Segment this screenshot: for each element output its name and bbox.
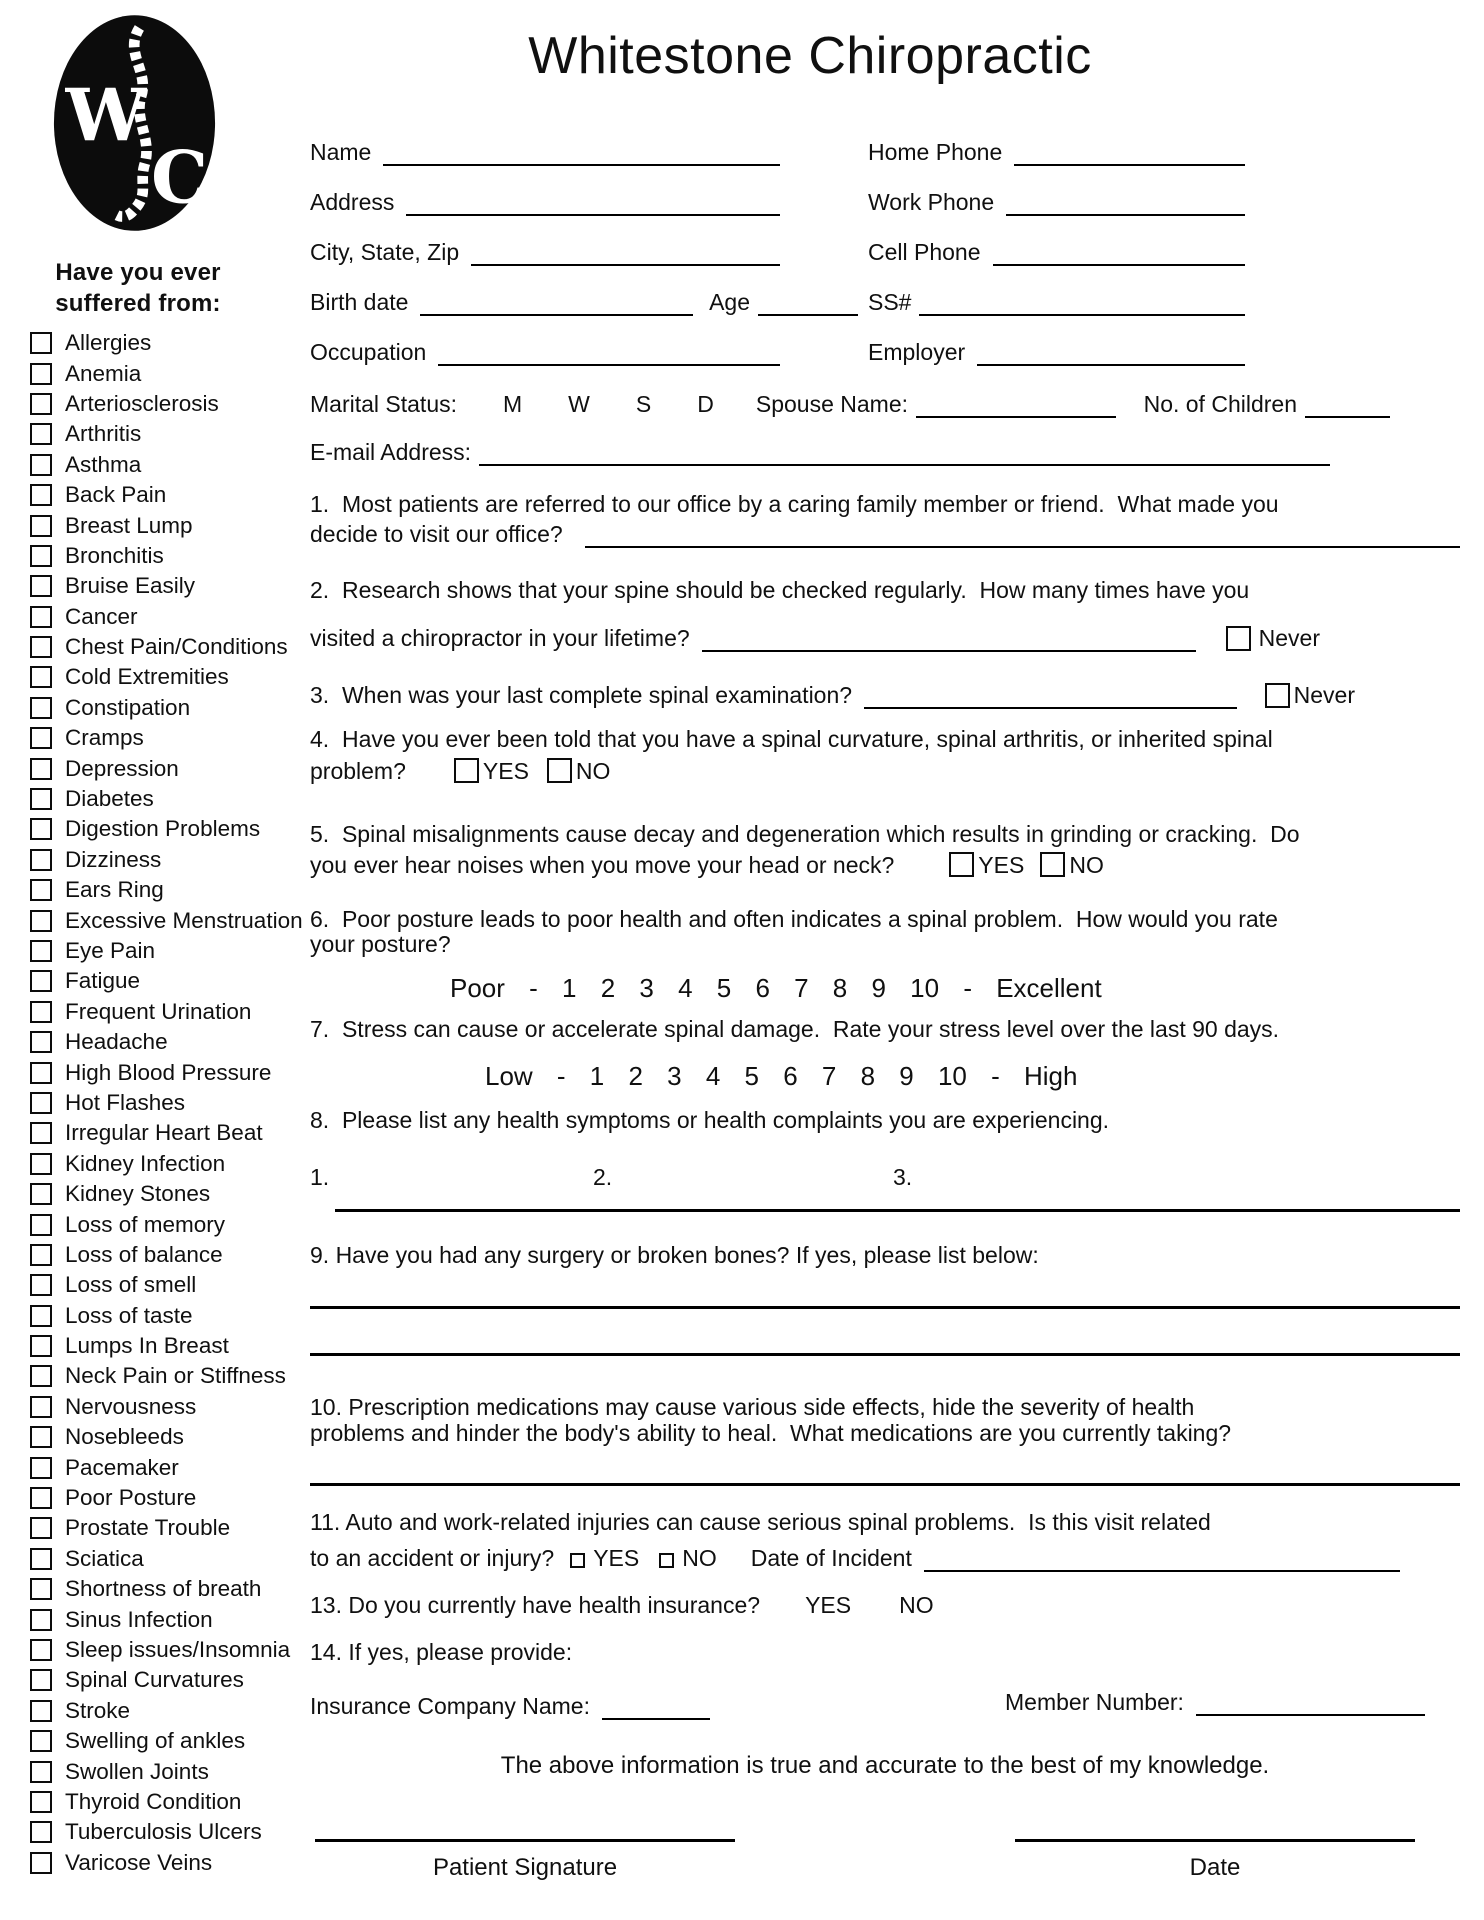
address-input-line[interactable] bbox=[406, 211, 780, 216]
question-2-never-label: Never bbox=[1258, 625, 1320, 651]
condition-label: Swollen Joints bbox=[65, 1758, 209, 1784]
condition-label: Allergies bbox=[65, 330, 152, 356]
question-5-yes-label: YES bbox=[978, 851, 1025, 878]
condition-checkbox[interactable] bbox=[30, 1609, 52, 1631]
occupation-input-line[interactable] bbox=[438, 361, 780, 366]
question-6-line1 bbox=[310, 906, 1278, 933]
date-line[interactable] bbox=[1015, 1839, 1415, 1842]
question-2-text2: visited a chiropractor in your lifetime? bbox=[310, 625, 690, 651]
condition-label: Cramps bbox=[65, 725, 144, 751]
row-name-homephone bbox=[310, 136, 1245, 166]
condition-row bbox=[30, 1452, 303, 1482]
condition-label: Stroke bbox=[65, 1697, 131, 1723]
question-10-answer-line[interactable] bbox=[310, 1483, 1460, 1486]
condition-checkbox[interactable] bbox=[30, 1761, 52, 1783]
condition-row bbox=[30, 1149, 303, 1179]
question-2-never-checkbox[interactable] bbox=[1226, 626, 1251, 651]
condition-checkbox[interactable] bbox=[30, 1335, 52, 1357]
condition-row bbox=[30, 419, 303, 449]
condition-label: Kidney Stones bbox=[65, 1181, 211, 1207]
children-label: No. of Children bbox=[1143, 391, 1297, 417]
question-9-text: 9. Have you had any surgery or broken bones? If yes, please list below: bbox=[310, 1242, 1039, 1268]
question-2-text: 2. Research shows that your spine should be checked regularly. How many times have you bbox=[310, 577, 1250, 603]
condition-checkbox[interactable] bbox=[30, 636, 52, 658]
question-3-never-label: Never bbox=[1293, 682, 1355, 708]
condition-checkbox[interactable] bbox=[30, 515, 52, 537]
age-input-line[interactable] bbox=[758, 311, 858, 316]
condition-label: Fatigue bbox=[65, 968, 141, 994]
condition-checkbox[interactable] bbox=[30, 1639, 52, 1661]
condition-checkbox[interactable] bbox=[30, 849, 52, 871]
question-6-line2 bbox=[310, 931, 451, 958]
condition-checkbox[interactable] bbox=[30, 1183, 52, 1205]
question-10-line1 bbox=[310, 1394, 1194, 1421]
symptom-item-3-label: 3. bbox=[893, 1164, 913, 1190]
stress-rating-scale[interactable]: Low - 1 2 3 4 5 6 7 8 9 10 - High bbox=[485, 1061, 1078, 1091]
city-state-zip-label: City, State, Zip bbox=[310, 239, 460, 265]
condition-checkbox[interactable] bbox=[30, 1730, 52, 1752]
question-4-no-label: NO bbox=[575, 757, 611, 784]
condition-row bbox=[30, 541, 303, 571]
accuracy-statement: The above information is true and accurate to the best of my knowledge. bbox=[500, 1752, 1270, 1779]
condition-checkbox[interactable] bbox=[30, 1517, 52, 1539]
condition-row bbox=[30, 1513, 303, 1543]
condition-row bbox=[30, 662, 303, 692]
birth-date-input-line[interactable] bbox=[420, 311, 693, 316]
question-1-answer-line[interactable] bbox=[585, 543, 1460, 548]
question-1-line1 bbox=[310, 491, 1279, 518]
question-9-answer-line-2[interactable] bbox=[310, 1353, 1460, 1356]
condition-checkbox[interactable] bbox=[30, 1396, 52, 1418]
condition-checkbox[interactable] bbox=[30, 484, 52, 506]
marital-status-option[interactable]: D bbox=[697, 391, 714, 417]
condition-checkbox[interactable] bbox=[30, 1274, 52, 1296]
condition-label: Irregular Heart Beat bbox=[65, 1120, 263, 1146]
condition-row bbox=[30, 1574, 303, 1604]
employer-label: Employer bbox=[868, 339, 966, 365]
condition-label: Depression bbox=[65, 755, 179, 781]
question-11-text2: to an accident or injury? bbox=[310, 1545, 555, 1571]
work-phone-input-line[interactable] bbox=[1006, 211, 1245, 216]
question-5-no-label: NO bbox=[1069, 851, 1104, 878]
question-1-text2: decide to visit our office? bbox=[310, 521, 563, 547]
symptom-item-1-label: 1. bbox=[310, 1164, 330, 1190]
condition-row bbox=[30, 845, 303, 875]
home-phone-label: Home Phone bbox=[868, 139, 1003, 165]
condition-label: Dizziness bbox=[65, 846, 162, 872]
condition-checkbox[interactable] bbox=[30, 1092, 52, 1114]
question-13-no-label[interactable]: NO bbox=[899, 1592, 934, 1618]
date-label: Date bbox=[1189, 1854, 1241, 1881]
condition-checkbox[interactable] bbox=[30, 1153, 52, 1175]
condition-checkbox[interactable] bbox=[30, 940, 52, 962]
question-8-line1 bbox=[310, 1107, 1109, 1134]
question-5-line1 bbox=[310, 821, 1300, 848]
question-4-yes-checkbox[interactable] bbox=[454, 758, 479, 783]
member-number-input-line[interactable] bbox=[1196, 1711, 1425, 1716]
condition-label: Excessive Menstruation bbox=[65, 907, 303, 933]
condition-row bbox=[30, 1209, 303, 1239]
condition-row bbox=[30, 905, 303, 935]
condition-checkbox[interactable] bbox=[30, 1487, 52, 1509]
row-city-cellphone bbox=[310, 236, 1245, 266]
city-state-zip-input-line[interactable] bbox=[471, 261, 780, 266]
condition-label: Constipation bbox=[65, 694, 191, 720]
condition-row bbox=[30, 571, 303, 601]
condition-row bbox=[30, 1422, 303, 1452]
condition-row bbox=[30, 1635, 303, 1665]
condition-checkbox[interactable] bbox=[30, 1214, 52, 1236]
spouse-name-input-line[interactable] bbox=[916, 413, 1116, 418]
condition-row bbox=[30, 1270, 303, 1300]
condition-label: Bronchitis bbox=[65, 542, 164, 568]
condition-row bbox=[30, 1392, 303, 1422]
condition-checkbox[interactable] bbox=[30, 727, 52, 749]
cell-phone-input-line[interactable] bbox=[993, 261, 1245, 266]
question-10-text2: problems and hinder the body's ability to heal. What medications are you currently taking? bbox=[310, 1420, 1232, 1446]
condition-row bbox=[30, 632, 303, 662]
condition-checkbox[interactable] bbox=[30, 1791, 52, 1813]
patient-signature-label: Patient Signature bbox=[432, 1854, 618, 1881]
condition-label: Breast Lump bbox=[65, 512, 193, 538]
condition-row bbox=[30, 1787, 303, 1817]
row-address-workphone bbox=[310, 186, 1245, 216]
condition-checkbox[interactable] bbox=[30, 970, 52, 992]
condition-row bbox=[30, 966, 303, 996]
condition-checkbox[interactable] bbox=[30, 1548, 52, 1570]
symptom-list-heading-line1: Have you ever bbox=[55, 259, 221, 286]
question-11-text: 11. Auto and work-related injuries can cause serious spinal problems. Is this visit related bbox=[310, 1509, 1211, 1535]
question-1-text: 1. Most patients are referred to our office by a caring family member or friend. What made you bbox=[310, 491, 1279, 517]
name-input-line[interactable] bbox=[383, 161, 780, 166]
condition-row bbox=[30, 1665, 303, 1695]
posture-rating-scale[interactable]: Poor - 1 2 3 4 5 6 7 8 9 10 - Excellent bbox=[450, 973, 1102, 1003]
question-9-answer-line-1[interactable] bbox=[310, 1306, 1460, 1309]
row-birthdate-ssn bbox=[310, 286, 1245, 316]
condition-row bbox=[30, 1726, 303, 1756]
condition-label: Swelling of ankles bbox=[65, 1728, 246, 1754]
question-3-never-checkbox[interactable] bbox=[1265, 683, 1290, 708]
clinic-logo bbox=[52, 10, 217, 238]
logo-letter-c: C bbox=[151, 135, 209, 220]
question-14 bbox=[310, 1639, 572, 1666]
insurance-company-input-line[interactable] bbox=[602, 1715, 710, 1720]
condition-checkbox[interactable] bbox=[30, 1426, 52, 1448]
condition-label: Spinal Curvatures bbox=[65, 1667, 244, 1693]
condition-row bbox=[30, 510, 303, 540]
question-4-text: 4. Have you ever been told that you have a spinal curvature, spinal arthritis, or inherited spinal bbox=[310, 726, 1273, 752]
question-11-yes-checkbox[interactable] bbox=[570, 1553, 585, 1568]
symptom-item-2-label: 2. bbox=[593, 1164, 613, 1190]
ssn-label: SS# bbox=[868, 289, 912, 315]
patient-signature-line[interactable] bbox=[315, 1839, 735, 1842]
question-5-no-checkbox[interactable] bbox=[1040, 852, 1065, 877]
cell-phone-label: Cell Phone bbox=[868, 239, 981, 265]
condition-row bbox=[30, 875, 303, 905]
condition-checkbox[interactable] bbox=[30, 1669, 52, 1691]
occupation-label: Occupation bbox=[310, 339, 427, 365]
condition-label: Arteriosclerosis bbox=[65, 390, 219, 416]
question-3-text: 3. When was your last complete spinal examination? bbox=[310, 682, 853, 708]
condition-checkbox[interactable] bbox=[30, 1365, 52, 1387]
question-7-text: 7. Stress can cause or accelerate spinal damage. Rate your stress level over the last 90 days. bbox=[310, 1016, 1280, 1042]
question-2-line1 bbox=[310, 577, 1249, 604]
condition-row bbox=[30, 723, 303, 753]
condition-label: Nosebleeds bbox=[65, 1424, 184, 1450]
age-label: Age bbox=[709, 289, 750, 315]
condition-label: Thyroid Condition bbox=[65, 1788, 242, 1814]
condition-label: Frequent Urination bbox=[65, 998, 252, 1024]
member-number-label: Member Number: bbox=[1005, 1689, 1184, 1715]
condition-row bbox=[30, 1848, 303, 1878]
condition-label: Loss of balance bbox=[65, 1241, 223, 1267]
condition-row bbox=[30, 1057, 303, 1087]
condition-row bbox=[30, 1696, 303, 1726]
condition-checkbox[interactable] bbox=[30, 1122, 52, 1144]
condition-row bbox=[30, 1544, 303, 1574]
question-13-yes-label[interactable]: YES bbox=[805, 1592, 852, 1618]
question-10-text: 10. Prescription medications may cause various side effects, hide the severity of health bbox=[310, 1394, 1195, 1420]
condition-checkbox[interactable] bbox=[30, 545, 52, 567]
spouse-name-label: Spouse Name: bbox=[755, 391, 908, 417]
question-14-text: 14. If yes, please provide: bbox=[310, 1639, 573, 1665]
marital-status-option[interactable]: S bbox=[635, 391, 652, 417]
condition-label: Pacemaker bbox=[65, 1454, 179, 1480]
condition-row bbox=[30, 753, 303, 783]
question-2-answer-line[interactable] bbox=[702, 647, 1196, 652]
form-main bbox=[310, 0, 1460, 1920]
row-marital-status bbox=[310, 388, 1390, 418]
condition-label: Sciatica bbox=[65, 1545, 144, 1571]
condition-label: Nervousness bbox=[65, 1393, 197, 1419]
symptom-list-heading-line2: suffered from: bbox=[55, 289, 221, 317]
name-label: Name bbox=[310, 139, 372, 165]
question-5-yes-checkbox[interactable] bbox=[949, 852, 974, 877]
clinic-logo-graphic bbox=[52, 10, 217, 238]
condition-label: Sleep issues/Insomnia bbox=[65, 1636, 291, 1662]
condition-label: Prostate Trouble bbox=[65, 1515, 231, 1541]
question-8-answer-line[interactable] bbox=[335, 1209, 1460, 1212]
email-label: E-mail Address: bbox=[310, 439, 472, 465]
condition-label: Anemia bbox=[65, 360, 142, 386]
condition-checkbox[interactable] bbox=[30, 1062, 52, 1084]
condition-label: Neck Pain or Stiffness bbox=[65, 1363, 286, 1389]
condition-label: Cold Extremities bbox=[65, 664, 229, 690]
question-3 bbox=[310, 677, 1355, 709]
page-title: Whitestone Chiropractic bbox=[528, 27, 1092, 85]
condition-row bbox=[30, 358, 303, 388]
condition-row bbox=[30, 814, 303, 844]
birth-date-label: Birth date bbox=[310, 289, 409, 315]
condition-checkbox[interactable] bbox=[30, 575, 52, 597]
condition-checkbox[interactable] bbox=[30, 606, 52, 628]
marital-status-label: Marital Status: bbox=[310, 391, 457, 417]
question-1-line2 bbox=[310, 516, 1460, 548]
condition-label: Arthritis bbox=[65, 421, 142, 447]
row-occupation-employer bbox=[310, 336, 1245, 366]
question-2-line2 bbox=[310, 620, 1320, 652]
condition-checkbox[interactable] bbox=[30, 363, 52, 385]
condition-checkbox[interactable] bbox=[30, 879, 52, 901]
condition-label: Cancer bbox=[65, 603, 138, 629]
question-13-text: 13. Do you currently have health insurance? bbox=[310, 1592, 761, 1618]
condition-row bbox=[30, 997, 303, 1027]
condition-label: Loss of smell bbox=[65, 1272, 197, 1298]
condition-label: Hot Flashes bbox=[65, 1089, 186, 1115]
insurance-row bbox=[310, 1686, 1460, 1720]
condition-label: Eye Pain bbox=[65, 938, 156, 963]
logo-letter-w: W bbox=[65, 73, 147, 158]
question-4-line2 bbox=[310, 756, 610, 786]
condition-label: Sinus Infection bbox=[65, 1606, 213, 1632]
condition-row bbox=[30, 602, 303, 632]
question-11-no-label: NO bbox=[682, 1545, 717, 1571]
condition-row bbox=[30, 1361, 303, 1391]
condition-row bbox=[30, 1118, 303, 1148]
question-11-no-checkbox[interactable] bbox=[659, 1553, 674, 1568]
condition-label: Poor Posture bbox=[65, 1485, 197, 1511]
condition-checklist bbox=[30, 328, 303, 1878]
condition-row bbox=[30, 450, 303, 480]
condition-checkbox[interactable] bbox=[30, 1700, 52, 1722]
marital-status-option[interactable]: M bbox=[503, 391, 523, 417]
children-input-line[interactable] bbox=[1305, 413, 1390, 418]
question-4-text2: problem? bbox=[310, 757, 406, 784]
home-phone-input-line[interactable] bbox=[1014, 161, 1245, 166]
condition-label: Headache bbox=[65, 1029, 168, 1055]
incident-date-label: Date of Incident bbox=[750, 1545, 912, 1571]
condition-row bbox=[30, 328, 303, 358]
condition-row bbox=[30, 1756, 303, 1786]
condition-label: Shortness of breath bbox=[65, 1576, 262, 1602]
insurance-company-label: Insurance Company Name: bbox=[310, 1693, 590, 1719]
condition-label: Ears Ring bbox=[65, 877, 164, 903]
condition-row bbox=[30, 389, 303, 419]
condition-checkbox[interactable] bbox=[30, 393, 52, 415]
symptom-list-heading bbox=[28, 258, 248, 319]
condition-label: Back Pain bbox=[65, 482, 167, 508]
condition-row bbox=[30, 1817, 303, 1847]
question-4-no-checkbox[interactable] bbox=[547, 758, 572, 783]
condition-row bbox=[30, 936, 303, 966]
condition-row bbox=[30, 1331, 303, 1361]
question-4-line1 bbox=[310, 726, 1273, 753]
condition-checkbox[interactable] bbox=[30, 1001, 52, 1023]
condition-label: High Blood Pressure bbox=[65, 1059, 272, 1085]
condition-row bbox=[30, 1027, 303, 1057]
marital-status-option[interactable]: W bbox=[568, 391, 590, 417]
ssn-input-line[interactable] bbox=[919, 311, 1245, 316]
condition-row bbox=[30, 480, 303, 510]
condition-label: Loss of taste bbox=[65, 1302, 193, 1328]
question-4-yes-label: YES bbox=[482, 757, 529, 784]
condition-label: Kidney Infection bbox=[65, 1150, 226, 1176]
address-label: Address bbox=[310, 189, 395, 215]
question-6-text2: your posture? bbox=[310, 931, 451, 957]
question-8-text: 8. Please list any health symptoms or health complaints you are experiencing. bbox=[310, 1107, 1110, 1133]
question-6-text: 6. Poor posture leads to poor health and often indicates a spinal problem. How would you rate bbox=[310, 906, 1278, 932]
question-13 bbox=[310, 1592, 934, 1619]
condition-label: Chest Pain/Conditions bbox=[65, 634, 288, 660]
condition-label: Digestion Problems bbox=[65, 816, 261, 842]
condition-label: Diabetes bbox=[65, 786, 154, 812]
question-5-text: 5. Spinal misalignments cause decay and degeneration which results in grinding or cracking. Do bbox=[310, 821, 1300, 847]
work-phone-label: Work Phone bbox=[868, 189, 995, 215]
condition-row bbox=[30, 1483, 303, 1513]
question-11-line1 bbox=[310, 1509, 1211, 1536]
condition-checkbox[interactable] bbox=[30, 423, 52, 445]
question-11-yes-label: YES bbox=[593, 1545, 640, 1571]
condition-checkbox[interactable] bbox=[30, 788, 52, 810]
condition-row bbox=[30, 1301, 303, 1331]
condition-checkbox[interactable] bbox=[30, 666, 52, 688]
email-input-line[interactable] bbox=[479, 461, 1330, 466]
row-email bbox=[310, 436, 1330, 466]
condition-checkbox[interactable] bbox=[30, 818, 52, 840]
employer-input-line[interactable] bbox=[977, 361, 1245, 366]
condition-checkbox[interactable] bbox=[30, 1031, 52, 1053]
condition-label: Asthma bbox=[65, 451, 142, 477]
condition-row bbox=[30, 1240, 303, 1270]
condition-checkbox[interactable] bbox=[30, 1244, 52, 1266]
condition-checkbox[interactable] bbox=[30, 1852, 52, 1874]
condition-row bbox=[30, 1604, 303, 1634]
question-9 bbox=[310, 1242, 1039, 1269]
condition-row bbox=[30, 1179, 303, 1209]
condition-row bbox=[30, 784, 303, 814]
question-7-line1 bbox=[310, 1016, 1279, 1043]
incident-date-input-line[interactable] bbox=[924, 1567, 1400, 1572]
condition-checkbox[interactable] bbox=[30, 1305, 52, 1327]
question-11-line2 bbox=[310, 1542, 1400, 1572]
condition-checkbox[interactable] bbox=[30, 454, 52, 476]
condition-checkbox[interactable] bbox=[30, 758, 52, 780]
condition-label: Varicose Veins bbox=[65, 1849, 213, 1875]
condition-label: Bruise Easily bbox=[65, 573, 196, 599]
condition-label: Lumps In Breast bbox=[65, 1333, 229, 1359]
question-5-text2: you ever hear noises when you move your head or neck? bbox=[310, 851, 895, 878]
condition-checkbox[interactable] bbox=[30, 1578, 52, 1600]
condition-checkbox[interactable] bbox=[30, 1821, 52, 1843]
condition-row bbox=[30, 1088, 303, 1118]
condition-checkbox[interactable] bbox=[30, 1457, 52, 1479]
condition-checkbox[interactable] bbox=[30, 332, 52, 354]
condition-row bbox=[30, 693, 303, 723]
condition-checkbox[interactable] bbox=[30, 910, 52, 932]
question-10-line2 bbox=[310, 1420, 1231, 1447]
condition-label: Loss of memory bbox=[65, 1211, 226, 1237]
question-5-line2 bbox=[310, 850, 1104, 880]
condition-label: Tuberculosis Ulcers bbox=[65, 1819, 262, 1845]
question-3-answer-line[interactable] bbox=[864, 704, 1237, 709]
condition-checkbox[interactable] bbox=[30, 697, 52, 719]
